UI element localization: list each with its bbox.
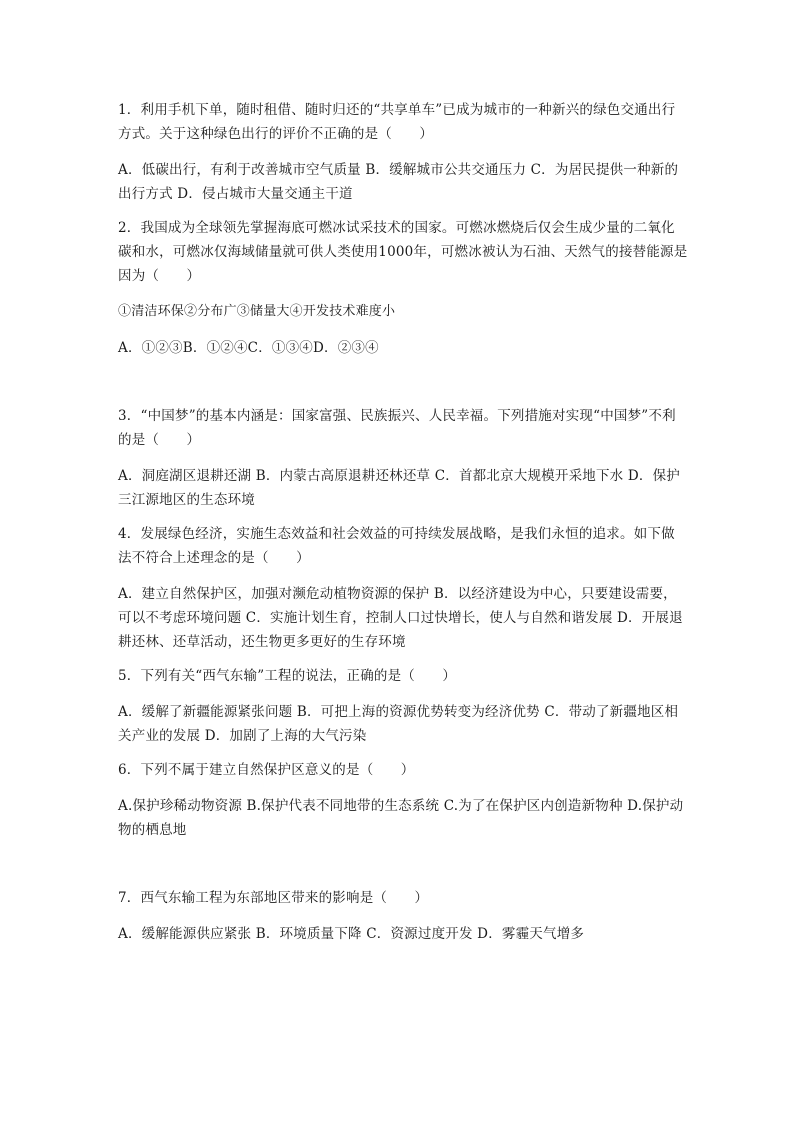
- question-7-stem: 7．西气东输工程为东部地区带来的影响是（ ）: [118, 890, 429, 906]
- question-4-stem: 4．发展绿色经济，实施生态效益和社会效益的可持续发展战略，是我们永恒的追求。如下做法不符合上述理念的是（ ）: [118, 526, 675, 566]
- question-1-options: A．低碳出行，有利于改善城市空气质量 B．缓解城市公共交通压力 C．为居民提供一种新的出行方式 D．侵占城市大量交通主干道: [118, 162, 679, 202]
- document-page: [118, 98, 688, 946]
- question-5-options: A．缓解了新疆能源紧张问题 B．可把上海的资源优势转变为经济优势 C．带动了新疆地区相关产业的发展 D．加剧了上海的大气污染: [118, 704, 679, 744]
- question-2-stem: 2．我国成为全球领先掌握海底可燃冰试采技术的国家。可燃冰燃烧后仅会生成少量的二氧化碳和水，可燃冰仅海域储量就可供人类使用1000年，可燃冰被认为石油、天然气的接替能源是因为（ ）: [118, 220, 688, 284]
- question-2-options: A．①②③B．①②④C．①③④D．②③④: [118, 340, 379, 356]
- question-7-options: A．缓解能源供应紧张 B．环境质量下降 C．资源过度开发 D．雾霾天气增多: [118, 926, 585, 942]
- question-1-stem: 1．利用手机下单，随时租借、随时归还的“共享单车”已成为城市的一种新兴的绿色交通出行方式。关于这种绿色出行的评价不正确的是（ ）: [118, 102, 676, 142]
- question-4-options: A．建立自然保护区，加强对濒危动植物资源的保护 B．以经济建设为中心，只要建设需要，可以不考虑环境问题 C．实施计划生育，控制人口过快增长，使人与自然和谐发展 D．开展退耕还林、还草活动，还生物更多更好的生存环境: [118, 586, 683, 650]
- question-6-stem: 6．下列不属于建立自然保护区意义的是（ ）: [118, 762, 415, 778]
- question-3-options: A．洞庭湖区退耕还湖 B．内蒙古高原退耕还林还草 C．首都北京大规模开采地下水 D．保护三江源地区的生态环境: [118, 468, 680, 508]
- question-2-statements: ①清洁环保②分布广③储量大④开发技术难度小: [118, 304, 396, 319]
- question-5-stem: 5．下列有关“西气东输”工程的说法，正确的是（ ）: [118, 668, 457, 684]
- question-3-stem: 3．“中国梦”的基本内涵是：国家富强、民族振兴、人民幸福。下列措施对实现“中国梦”不利的是（ ）: [118, 408, 676, 448]
- question-6-options: A.保护珍稀动物资源 B.保护代表不同地带的生态系统 C.为了在保护区内创造新物种 D.保护动物的栖息地: [118, 798, 684, 838]
